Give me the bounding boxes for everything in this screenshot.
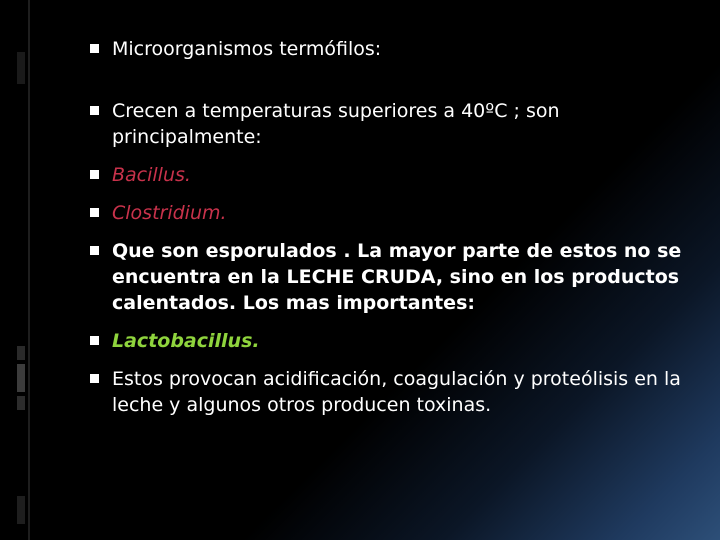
decorative-block bbox=[17, 346, 25, 360]
item-text-lactobacillus: Lactobacillus. bbox=[112, 330, 260, 352]
decorative-block bbox=[17, 396, 25, 410]
square-bullet-icon bbox=[90, 208, 99, 217]
list-item bbox=[90, 238, 690, 316]
decorative-block bbox=[17, 496, 25, 524]
item-text: Microorganismos termófilos: bbox=[112, 38, 382, 60]
list-item bbox=[90, 328, 690, 354]
list-item bbox=[90, 162, 690, 188]
left-vertical-rule bbox=[28, 0, 30, 540]
decorative-block bbox=[17, 52, 25, 84]
square-bullet-icon bbox=[90, 44, 99, 53]
list-item bbox=[90, 366, 690, 418]
square-bullet-icon bbox=[90, 374, 99, 383]
item-text-bacillus: Bacillus. bbox=[112, 164, 191, 186]
list-item bbox=[90, 36, 690, 62]
square-bullet-icon bbox=[90, 336, 99, 345]
square-bullet-icon bbox=[90, 246, 99, 255]
square-bullet-icon bbox=[90, 170, 99, 179]
item-text: Crecen a temperaturas superiores a 40ºC ; son principalmente: bbox=[112, 100, 560, 148]
item-text-clostridium: Clostridium. bbox=[112, 202, 227, 224]
square-bullet-icon bbox=[90, 106, 99, 115]
decorative-block bbox=[17, 364, 25, 392]
bullet-list bbox=[90, 36, 690, 418]
list-item bbox=[90, 200, 690, 226]
list-item bbox=[90, 98, 690, 150]
item-text: Estos provocan acidificación, coagulación y proteólisis en la leche y algunos otros producen toxinas. bbox=[112, 368, 681, 416]
item-text: Que son esporulados . La mayor parte de estos no se encuentra en la LECHE CRUDA, sino en los productos calentados. Los mas importantes: bbox=[112, 240, 682, 314]
